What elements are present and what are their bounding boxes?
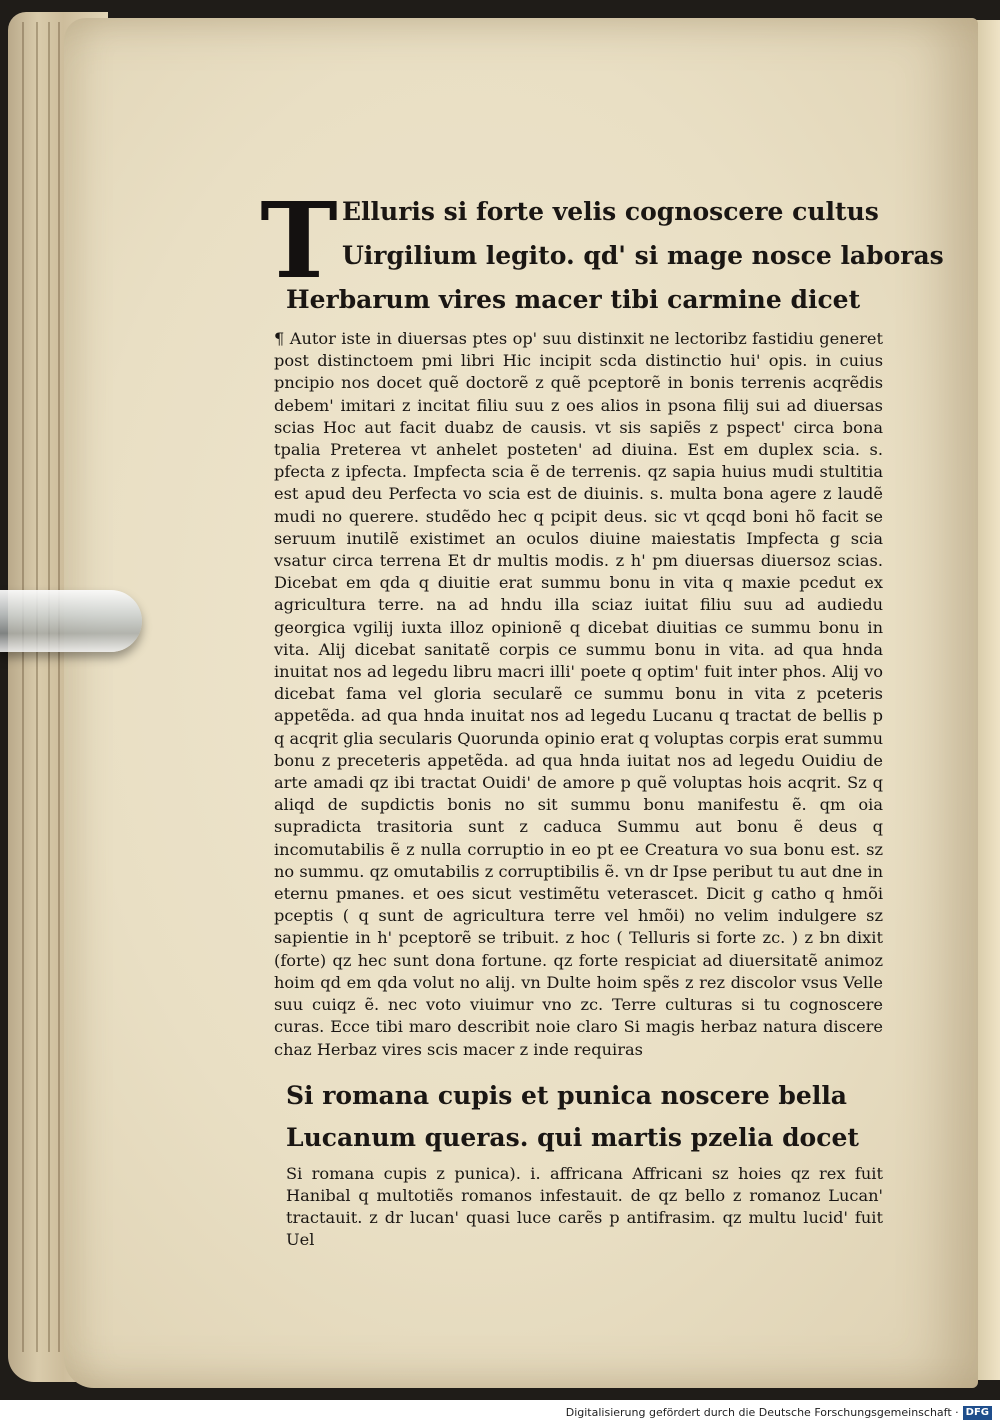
dfg-logo: DFG xyxy=(963,1406,992,1420)
verse-line-1: Elluris si forte velis cognoscere cultus xyxy=(342,197,879,226)
commentary-paragraph: ¶ Autor iste in diuersas ptes op' suu distinxit ne lectoribz fastidiu generet post distinctoem pmi libri Hic incipit scda distinctio hui' opis. in cuius pncipio nos docet quẽ doctorẽ z quẽ pceptorẽ in bonis terrenis acqrẽdis debem' imitari z incitat filiu suu z oes alios in psona filij sui ad diuersas scias Hoc aut facit duabz de causis. vt sis sapiẽs z pspect' circa bona tpalia Preterea vt anhelet posteten' ad diuina. Est em duplex scia. s. pfecta z ipfecta. Impfecta scia ẽ de terrenis. qz sapia huius mudi stultitia est apud deu Perfecta vo scia est de diuinis. s. multa bona agere z laudẽ mudi no querere. studẽdo hec q pcipit deus. sic vt qcqd boni hõ facit se seruum inutilẽ existimet an oculos diuine maiestatis Impfecta g scia vsatur circa terrena Et dr multis modis. z h' pm diuersas diuersoz scias. Dicebat em qda q diuitie erat summu bonu in vita q maxie pcedut ex agricultura terre. na ad hndu illa sciaz iuitat filiu suu ad audiedu georgica vgilij iuxta illoz opinionẽ q dicebat diuitias ce summu bonu in vita. Alij dicebat sanitatẽ corpis ce summu bonu in vita. ad qua hnda inuitat nos ad legedu libru macri illi' poete q optim' fuit inter phos. Alij vo dicebat fama vel gloria secularẽ ce summu bonu in vita z pceteris appetẽda. ad qua hnda inuitat nos ad legedu Lucanu q tractat de bellis p q acqrit glia secularis Quorunda opinio erat q voluptas corpis erat summu bonu z preceteris appetẽda. ad qua hnda iuitat nos ad legedu Ouidiu de arte amadi qz ibi tractat Ouidi' de amore p quẽ voluptas hois acqrit. Sz q aliqd de supdictis bonis no sit summu bonu manifestu ẽ. qm oia supradicta trasitoria sunt z caduca Summu aut bonu ẽ deus q incomutabilis ẽ z nulla corruptio in eo pt ee Creatura vo sua bonu est. sz no summu. qz omutabilis z corruptibilis ẽ. vn dr Ipse peribut tu aut dne in eternu pmanes. et oes sicut vestimẽtu veterascet. Dicit g catho q hmõi pceptis ( q sunt de agricultura terre vel hmõi) no velim indulgere sz sapientie in h' pceptorẽ se tribuit. z hoc ( Telluris si forte zc. ) z bn dixit (forte) qz hec sunt dona fortune. qz forte respiciat ad diuersitatẽ animoz hoim qd em qda volut no alij. vn Dulte hoim spẽs z rez discolor vsus Velle suu cuiqz ẽ. nec voto viuimur vno zc. Terre culturas si tu cognoscere curas. Ecce tibi maro describit noie claro Si magis herbaz natura discere chaz Herbaz vires scis macer z inde requiras xyxy=(274,329,883,1059)
page-edge-line xyxy=(36,22,38,1352)
footer-credit-text: Digitalisierung gefördert durch die Deutsche Forschungsgemeinschaft · xyxy=(565,1406,959,1419)
verse-line-4: Si romana cupis et punica noscere bella xyxy=(286,1080,848,1110)
glass-page-weight xyxy=(0,590,142,652)
verse-line-2: Uirgilium legito. qd' si mage nosce laboras xyxy=(342,241,944,270)
page-edge-line xyxy=(22,22,24,1352)
commentary-paragraph-2: Si romana cupis z punica). i. affricana Affricani sz hoies qz rex fuit Hanibal q multotiẽs romanos infestauit. de qz bello z romanoz Lucan' tractauit. z dr lucan' quasi luce carẽs p antifrasim. qz multu lucid' fuit Uel xyxy=(286,1163,883,1250)
page-edge-line xyxy=(58,22,60,1352)
facing-page-edge xyxy=(976,20,1000,1380)
page-text-block xyxy=(258,179,944,1252)
digitization-footer xyxy=(0,1400,1000,1426)
decorated-initial: T xyxy=(260,179,338,302)
page-edge-line xyxy=(48,22,50,1352)
verse-line-5: Lucanum queras. qui martis pzelia docet xyxy=(286,1122,859,1152)
verse-line-3: Herbarum vires macer tibi carmine dicet xyxy=(286,285,861,314)
